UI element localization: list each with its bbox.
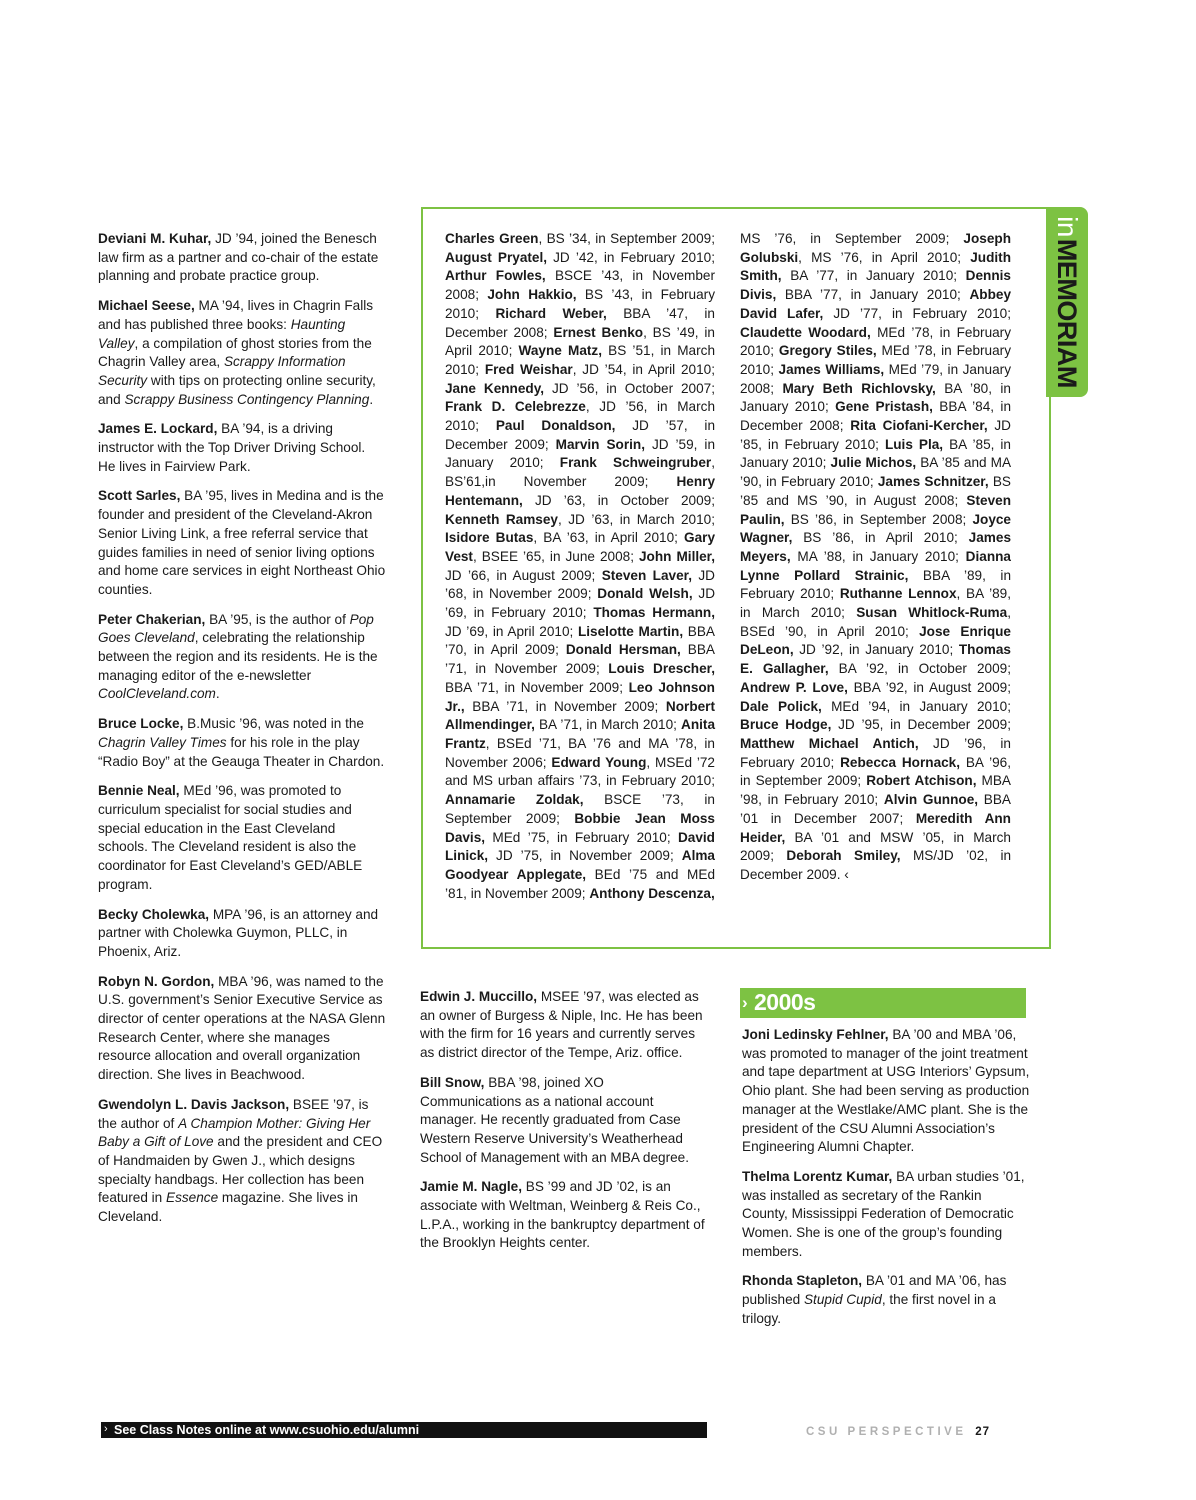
deceased-name: Donald Welsh, [597,586,693,602]
in-memoriam-tab-label [1051,216,1083,388]
memoriam-detail: BS ’85 and MS ’90, in August 2008; [740,474,1011,508]
memoriam-detail: BBA ’92, in August 2009; [847,679,1012,695]
deceased-name: August Pryatel, [445,249,548,265]
deceased-name: Dennis Divis, [740,268,1011,303]
deceased-name: Isidore Butas [445,530,534,546]
memoriam-detail: BS ’43, in February 2010; [445,287,715,321]
deceased-name: Ernest Benko [553,324,644,340]
class-note-entry [742,1272,1030,1328]
deceased-name: David Linick, [445,829,715,864]
memoriam-detail: , JD ’63, in March 2010; [558,511,716,527]
class-note-entry [420,988,708,1063]
deceased-name: Joyce Wagner, [740,511,1011,546]
alumni-name: Jamie M. Nagle, [420,1179,522,1195]
memoriam-detail: MA ’88, in January 2010; [790,548,966,564]
italic-title: Essence [166,1190,219,1206]
class-note-entry [420,1074,708,1168]
deceased-name: Judith Smith, [740,249,1011,284]
memoriam-detail: , BS ’49, in April 2010; [445,324,715,359]
alumni-name: Peter Chakerian, [98,611,206,627]
alumni-name: Bruce Locke, [98,716,184,732]
class-note-text: , the first novel in a trilogy. [742,1292,996,1326]
class-note-text: BA ’95, is the author of [205,611,350,627]
alumni-name: James E. Lockard, [98,421,218,437]
decade-header [740,988,1026,1018]
memoriam-detail: BA ’92, in October 2009; [828,661,1011,677]
memoriam-detail: MEd ’78, in February 2010; [740,324,1012,359]
class-note-text: B.Music ’96, was noted in the [183,716,364,732]
deceased-name: John Miller, [639,548,715,564]
memoriam-detail: JD ’68, in November 2009; [445,567,715,602]
alumni-name: Gwendolyn L. Davis Jackson, [98,1096,290,1112]
memoriam-detail: JD ’69, in April 2010; [445,623,578,639]
deceased-name: Gene Pristash, [835,399,933,415]
deceased-name: Norbert Allmendinger, [445,698,715,733]
deceased-name: Bruce Hodge, [740,717,832,733]
decade-label: 2000s [754,989,816,1015]
class-note-text: . [215,686,220,702]
class-note-text: MBA ’96, was named to the U.S. government’s Senior Executive Service as director of center operations at the NASA Glenn Research Center, where she manages resource allocation and overall organization direction. She lives in Beachwood. [98,973,386,1083]
deceased-name: Donald Hersman, [565,642,681,658]
deceased-name: Luis Pla, [884,436,944,452]
in-memoriam-text-1 [445,230,715,903]
memoriam-detail: JD ’57, in December 2009; [445,418,715,452]
deceased-name: Deborah Smiley, [786,848,901,864]
deceased-name: Marvin Sorin, [555,436,645,452]
memoriam-detail: , BSEd ’90, in April 2010; [740,605,1011,639]
class-note-text: BA ’00 and MBA ’06, was promoted to manager of the joint treatment and tape department at USG Interiors’ Gypsum, Ohio plant. She had been serving as production manager at the Westlake/AMC plant. She is the president of the CSU Alumni Association’s Engineering Alumni Chapter. [742,1027,1030,1155]
chevron-right-icon: › [742,993,748,1012]
class-note-entry [98,782,386,894]
class-notes-link[interactable]: See Class Notes online at www.csuohio.edu/alumni [114,1423,420,1437]
class-note-entry [98,973,386,1085]
alumni-name: Bill Snow, [420,1074,485,1090]
memoriam-detail: BBA ’71, in November 2009; [445,642,715,677]
deceased-name: Anita Frantz [445,717,715,751]
deceased-name: Dianna Lynne Pollard Strainic, [740,548,1011,583]
memoriam-detail: , JD ’54, in April 2010; [572,361,716,377]
class-note-text: MA ’94, lives in Chagrin Falls and has published three books: [98,298,374,332]
deceased-name: Abbey David Lafer, [740,287,1011,321]
class-note-text: , celebrating the relationship between the region and its residents. He is the managing editor of the e-newsletter [98,630,378,683]
memoriam-detail: MBA ’98, in February 2010; [740,773,1011,808]
class-note-text: BBA ’98, joined XO Communications as a national account manager. He recently graduated from Case Western Reserve University’s Weatherhead School of Management with an MBA degree. [420,1074,690,1165]
memoriam-detail: , MS ’76, in April 2010; [798,249,971,265]
deceased-name: Gregory Stiles, [778,343,877,359]
memoriam-detail: BBA ’01 in December 2007; [740,792,1011,826]
class-note-entry [98,297,386,409]
in-memoriam-column-1 [445,230,715,903]
deceased-name: Ruthanne Lennox [839,586,957,602]
deceased-name: Steven Laver, [601,567,692,583]
class-note-text: MPA ’96, is an attorney and partner with Cholewka Guymon, PLLC, in Phoenix, Ariz. [98,906,379,959]
right-class-notes-column [742,1026,1030,1340]
memoriam-detail: BBA ’89, in February 2010; [740,567,1012,602]
deceased-name: Jose Enrique DeLeon, [740,623,1011,658]
class-notes-link-bar[interactable] [101,1422,707,1438]
class-note-text: BS ’99 and JD ’02, is an associate with Weltman, Weinberg & Reis Co., L.P.A., working in the bankruptcy department of the Brooklyn Heights center. [420,1179,705,1251]
memoriam-detail: , BA ’89, in March 2010; [740,586,1011,621]
memoriam-detail: JD ’69, in February 2010; [445,586,716,621]
class-note-text: BA ’01 and MA ’06, has published [742,1273,1007,1308]
alumni-name: Robyn N. Gordon, [98,973,215,989]
memoriam-detail: JD ’56, in October 2007; [544,380,716,396]
memoriam-detail: , MSEd ’72 and MS urban affairs ’73, in February 2010; [445,754,715,789]
class-note-entry [742,1026,1030,1157]
deceased-name: Steven Paulin, [740,492,1011,527]
deceased-name: Rita Ciofani-Kercher, [850,418,988,434]
deceased-name: Claudette Woodard, [740,324,871,340]
memoriam-detail: JD ’96, in February 2010; [740,735,1011,770]
class-note-text: and the president and CEO of Handmaiden by Gwen J., which designs specialty handbags. Her collection has been featured in [98,1134,383,1206]
deceased-name: Louis Drescher, [608,661,715,677]
deceased-name: Henry Hentemann, [445,474,715,508]
deceased-name: Edward Young [551,754,647,770]
deceased-name: James Williams, [778,361,885,377]
memoriam-detail: JD ’95, in December 2009; [831,717,1011,733]
alumni-name: Becky Cholewka, [98,906,210,922]
class-note-text: with tips on protecting online security, and [98,372,376,407]
italic-title: Chagrin Valley Times [98,734,227,750]
memoriam-detail: BBA ’71, in November 2009; [464,698,666,714]
alumni-name: Joni Ledinsky Fehlner, [742,1027,889,1042]
class-note-text: JD ’94, joined the Benesch law firm as a partner and co-chair of the estate planning and probate practice group. [98,231,379,284]
deceased-name: Thomas Hermann, [593,605,715,621]
italic-title: Pop Goes Cleveland [98,611,374,646]
memoriam-detail: JD ’59, in January 2010; [445,436,716,471]
deceased-name: Gary Vest [445,530,715,564]
memoriam-detail: BBA ’77, in January 2010; [776,287,970,303]
memoriam-detail: BA ’71, in March 2010; [534,717,682,733]
memoriam-detail: JD ’66, in August 2009; [445,567,602,583]
deceased-name: Dale Polick, [740,698,822,714]
memoriam-detail: BBA ’70, in April 2009; [445,623,715,658]
class-note-text: BSEE ’97, is the author of [98,1096,369,1131]
memoriam-detail: BS ’51, in March 2010; [445,343,715,377]
middle-class-notes-column [420,988,708,1264]
class-note-entry [742,1168,1030,1262]
deceased-name: Paul Donaldson, [495,418,616,434]
deceased-name: Meredith Ann Heider, [740,810,1011,845]
memoriam-detail: BA ’85, in January 2010; [740,436,1011,471]
alumni-name: Deviani M. Kuhar, [98,231,212,246]
memoriam-detail: JD ’92, in January 2010; [793,642,959,658]
memoriam-detail: JD ’85, in February 2010; [740,418,1011,452]
in-memoriam-tab-title: MEMORIAM [1052,238,1082,388]
memoriam-detail: , BS ’34, in September 2009; [538,231,715,246]
left-class-notes-column [98,230,386,1238]
memoriam-detail: MS ’76, in September 2009; [740,231,964,246]
memoriam-detail: MEd ’78, in February 2010; [740,343,1012,377]
in-memoriam-text-2 [740,230,1011,885]
class-note-entry [98,611,386,705]
class-note-text: BA ’95, lives in Medina and is the founder and president of the Cleveland-Akron Senior Living Link, a free referral service that guides families in need of senior living options and home care services in eight Northeast Ohio counties. [98,488,386,597]
deceased-name: Alvin Gunnoe, [883,792,979,808]
class-note-text: for his role in the play “Radio Boy” at the Geauga Theater in Chardon. [98,734,385,769]
deceased-name: Andrew P. Love, [740,679,848,695]
deceased-name: Robert Atchison, [866,773,977,789]
deceased-name: Liselotte Martin, [577,623,684,639]
class-note-text: MSEE ’97, was elected as an owner of Burgess & Niple, Inc. He has been with the firm for 16 years and currently serves as district director of the Tempe, Ariz. office. [420,989,703,1061]
memoriam-detail: BSCE ’43, in November 2008; [445,268,715,303]
memoriam-detail: JD ’75, in November 2009; [488,848,682,864]
memoriam-detail: JD ’42, in February 2010; [547,249,715,265]
deceased-name: Alma Goodyear Applegate, [445,848,715,882]
deceased-name: Joseph Golubski [740,231,1011,265]
deceased-name: Leo Johnson Jr., [445,679,715,714]
deceased-name: Jane Kennedy, [445,380,545,396]
memoriam-detail: BSCE ’73, in September 2009; [445,792,715,826]
italic-title: Haunting Valley [98,316,346,351]
italic-title: A Champion Mother: Giving Her Baby a Gift of Love [98,1115,371,1150]
memoriam-detail: MEd ’94, in January 2010; [821,698,1011,714]
deceased-name: Rebecca Hornack, [840,754,961,770]
deceased-name: Bobbie Jean Moss Davis, [445,810,715,845]
alumni-name: Edwin J. Muccillo, [420,989,538,1004]
class-note-entry [98,1096,386,1227]
deceased-name: Richard Weber, [495,305,607,321]
memoriam-detail: BBA ’71, in November 2009; [445,679,629,695]
memoriam-detail: BS ’86, in September 2008; [784,511,973,527]
memoriam-detail: JD ’77, in February 2010; [823,305,1011,321]
memoriam-detail: JD ’63, in October 2009; [522,492,715,508]
memoriam-detail: MS/JD ’02, in December 2009. ‹ [740,848,1012,882]
class-note-entry [420,1178,708,1253]
class-note-text: BA ’94, is a driving instructor with the Top Driver Driving School. He lives in Fairview Park. [98,421,366,474]
alumni-name: Bennie Neal, [98,783,180,799]
deceased-name: Susan Whitlock-Ruma [856,605,1008,621]
alumni-name: Michael Seese, [98,298,195,314]
deceased-name: Julie Michos, [830,455,917,471]
italic-title: Scrappy Business Contingency Planning [124,391,370,407]
italic-title: Stupid Cupid [803,1292,882,1308]
deceased-name: Charles Green [445,231,539,246]
deceased-name: Kenneth Ramsey [445,511,558,527]
deceased-name: Anthony Descenza, [589,885,715,901]
alumni-name: Rhonda Stapleton, [742,1273,863,1289]
class-note-entry [98,487,386,599]
page-number: 27 [975,1426,990,1438]
memoriam-detail: BA ’85 and MA ’90, in February 2010; [740,455,1012,490]
memoriam-detail: BEd ’75 and MEd ’81, in November 2009; [445,866,715,901]
memoriam-detail: , BSEd ’71, BA ’76 and MA ’78, in November 2006; [445,735,715,770]
memoriam-detail: MEd ’75, in February 2010; [485,829,678,845]
class-note-text: BA urban studies ’01, was installed as secretary of the Rankin County, Mississippi Federation of Democratic Women. She is one of the group’s founding members. [742,1168,1025,1259]
deceased-name: Annamarie Zoldak, [445,792,584,808]
class-note-text: , a compilation of ghost stories from the Chagrin Valley area, [98,335,372,370]
class-note-entry [98,230,386,286]
memoriam-detail: BBA ’47, in December 2008; [445,305,715,340]
italic-title: Scrappy Information Security [98,354,346,388]
memoriam-detail: , BA ’63, in April 2010; [533,530,685,546]
memoriam-detail: , BSEE ’65, in June 2008; [472,548,639,564]
memoriam-detail: , JD ’56, in March 2010; [445,399,716,434]
class-note-text: magazine. She lives in Cleveland. [98,1190,358,1225]
italic-title: CoolCleveland.com [98,686,216,702]
class-note-entry [98,420,386,476]
class-note-text: . [369,391,374,407]
deceased-name: Frank D. Celebrezze [445,399,586,415]
class-note-entry [98,906,386,962]
deceased-name: Wayne Matz, [518,343,602,359]
memoriam-detail: BA ’77, in January 2010; [781,268,966,284]
deceased-name: Fred Weishar [484,361,573,377]
memoriam-detail: , BS’61,in November 2009; [445,455,715,490]
memoriam-detail: BA ’01 and MSW ’05, in March 2009; [740,829,1011,864]
memoriam-detail: BBA ’84, in December 2008; [740,399,1012,434]
alumni-name: Scott Sarles, [98,488,181,504]
publication-name: CSU PERSPECTIVE [806,1426,967,1438]
deceased-name: James Meyers, [740,530,1011,564]
deceased-name: Matthew Michael Antich, [740,735,919,751]
deceased-name: Arthur Fowles, [445,268,546,284]
memoriam-detail: MEd ’79, in January 2008; [740,361,1011,396]
memoriam-detail: BA ’96, in September 2009; [740,754,1012,789]
page-footer [806,1426,990,1438]
memoriam-detail: BA ’80, in January 2010; [740,380,1011,415]
deceased-name: Thomas E. Gallagher, [740,642,1011,677]
in-memoriam-column-2 [740,230,1011,885]
deceased-name: James Schnitzer, [877,474,989,490]
arrow-right-icon: › [104,1423,108,1435]
memoriam-detail: BS ’86, in April 2010; [792,530,969,546]
deceased-name: Frank Schweingruber [559,455,712,471]
in-memoriam-tab-in: in [1052,216,1083,237]
deceased-name: Mary Beth Richlovsky, [782,380,936,396]
alumni-name: Thelma Lorentz Kumar, [742,1168,893,1184]
class-note-entry [98,715,386,771]
class-note-text: MEd ’96, was promoted to curriculum specialist for social studies and special education in the East Cleveland schools. The Cleveland resident is also the coordinator for East Cleveland’s GED/ABLE program. [98,783,363,892]
deceased-name: John Hakkio, [487,287,577,303]
